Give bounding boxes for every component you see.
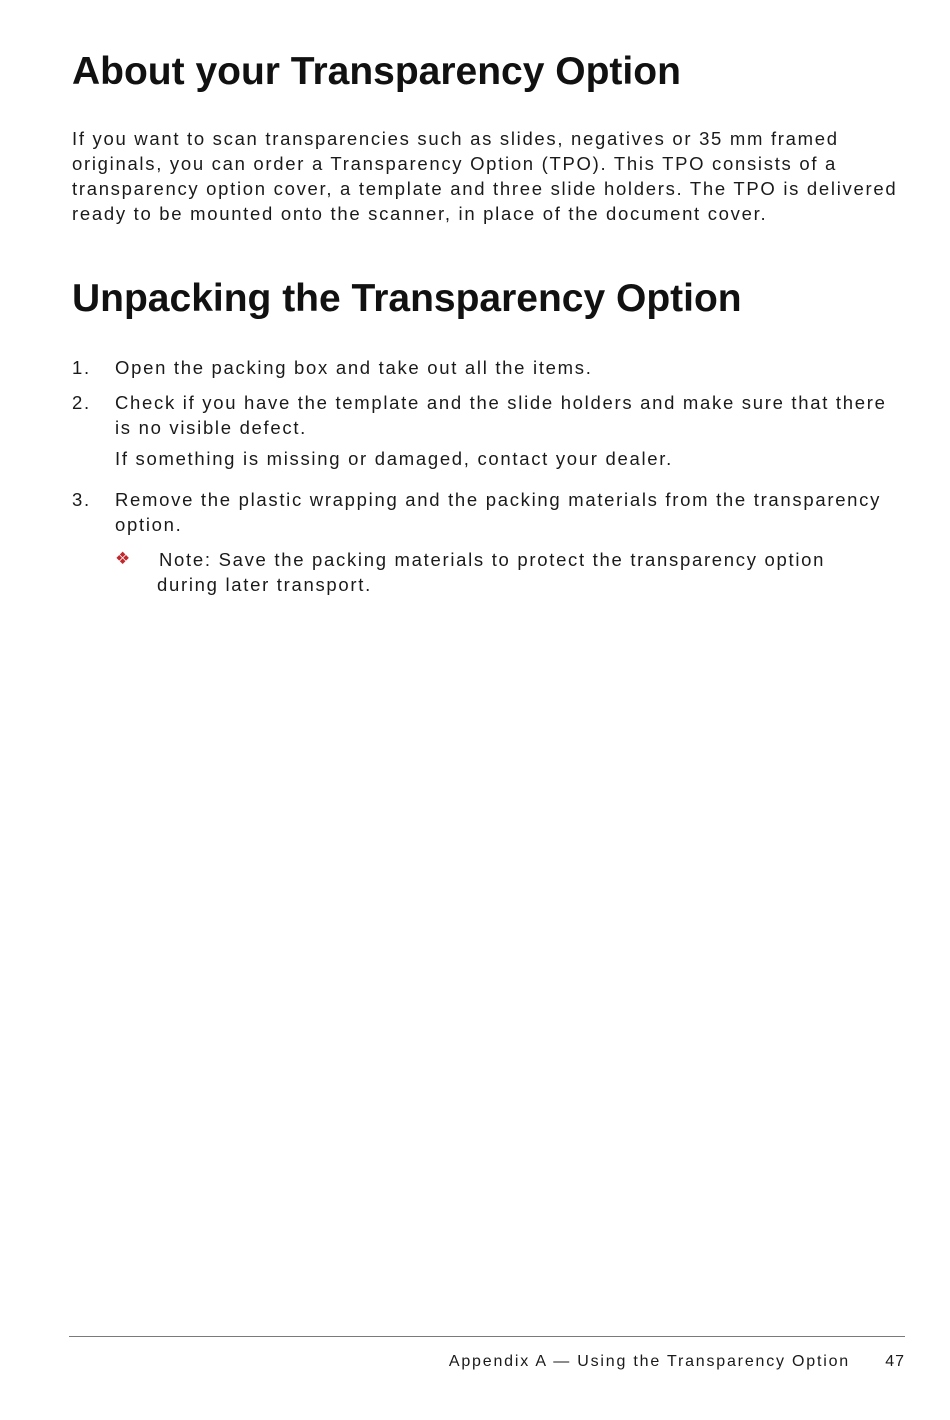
step-number: 3. xyxy=(72,489,91,510)
section-heading-about: About your Transparency Option xyxy=(72,50,681,93)
list-item-step-3 xyxy=(72,487,907,537)
page-number: 47 xyxy=(885,1353,905,1370)
step-text: Check if you have the template and the slide holders and make sure that there is no visible defect. xyxy=(115,392,887,438)
diamond-bullet-icon: ❖ xyxy=(115,549,131,569)
footer-divider xyxy=(69,1336,905,1337)
intro-paragraph: If you want to scan transparencies such as slides, negatives or 35 mm framed originals, you can order a Transparency Option (TPO). This TPO consists of a transparency option cover, a template and three slide holders. The TPO is delivered ready to be mounted onto the scanner, in place of the document cover. xyxy=(72,128,898,224)
footer-chapter-title: Appendix A — Using the Transparency Option xyxy=(448,1353,850,1370)
note-body xyxy=(157,547,855,597)
step-text: Open the packing box and take out all the items. xyxy=(115,357,593,378)
step-2-followup: If something is missing or damaged, contact your dealer. xyxy=(115,448,673,469)
note-callout xyxy=(115,547,855,597)
note-text: Save the packing materials to protect the transparency option during later transport. xyxy=(157,549,826,595)
note-label: Note: xyxy=(159,549,212,570)
list-item-step-2 xyxy=(72,390,907,440)
list-item-step-1 xyxy=(72,355,907,380)
step-text: Remove the plastic wrapping and the packing materials from the transparency option. xyxy=(115,489,882,535)
step-number: 2. xyxy=(72,392,91,413)
section-heading-unpacking: Unpacking the Transparency Option xyxy=(72,277,742,320)
step-number: 1. xyxy=(72,357,91,378)
